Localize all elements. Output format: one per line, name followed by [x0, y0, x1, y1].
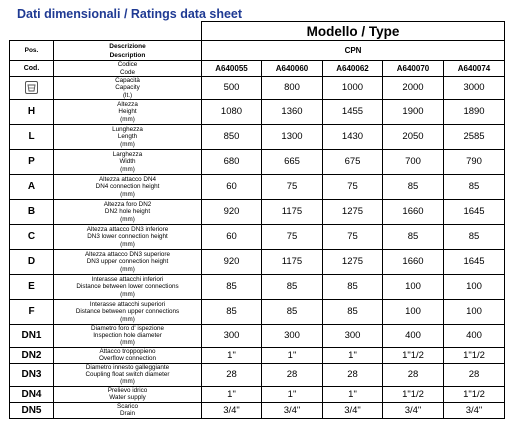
- product-code: A640062: [323, 61, 383, 77]
- product-code: A640055: [202, 61, 262, 77]
- description-line: (mm): [120, 115, 135, 123]
- product-code: A640060: [262, 61, 323, 77]
- description-line: (mm): [120, 290, 135, 298]
- description-line: Altezza: [117, 100, 138, 108]
- value-cell: 675: [323, 149, 383, 174]
- description-line: Altezza attacco DN3 superiore: [84, 250, 171, 258]
- value-cell: 28: [202, 363, 262, 386]
- description-line: DN3 lower connection height: [87, 233, 168, 241]
- table-row: [10, 224, 505, 249]
- row-description: [54, 274, 202, 299]
- position-label: [10, 77, 54, 100]
- value-cell: 920: [202, 199, 262, 224]
- value-cell: 85: [323, 274, 383, 299]
- position-label: E: [10, 274, 54, 299]
- value-cell: 1900: [383, 99, 444, 124]
- description-line: Capacity: [115, 84, 140, 92]
- table-row: [10, 77, 505, 100]
- code-description: [54, 61, 202, 77]
- description-line: Interasse attacchi superiori: [89, 300, 166, 308]
- header-blank-cell: [10, 22, 202, 41]
- table-row: [10, 363, 505, 386]
- value-cell: 1"1/2: [444, 347, 505, 363]
- position-label: DN2: [10, 347, 54, 363]
- value-cell: 1660: [383, 199, 444, 224]
- description-header-en: Description: [109, 51, 146, 59]
- value-cell: 85: [202, 299, 262, 324]
- table-row: [10, 99, 505, 124]
- description-line: Height: [118, 108, 137, 116]
- value-cell: 1360: [262, 99, 323, 124]
- pos-header: Pos.: [10, 41, 54, 61]
- position-label: B: [10, 199, 54, 224]
- value-cell: 75: [323, 174, 383, 199]
- value-cell: 85: [202, 274, 262, 299]
- value-cell: 85: [383, 224, 444, 249]
- value-cell: 1080: [202, 99, 262, 124]
- description-line: Larghezza: [112, 150, 143, 158]
- tank-capacity-icon: [25, 81, 38, 94]
- model-type-header: Modello / Type: [202, 22, 505, 41]
- position-label: F: [10, 299, 54, 324]
- row-description: [54, 124, 202, 149]
- series-header: CPN: [202, 41, 505, 61]
- description-line: Lunghezza: [112, 125, 143, 133]
- row-description: [54, 224, 202, 249]
- table-row: [10, 124, 505, 149]
- code-description-it: Codice: [117, 61, 138, 69]
- value-cell: 75: [262, 174, 323, 199]
- value-cell: 1300: [262, 124, 323, 149]
- value-cell: 300: [323, 324, 383, 347]
- value-cell: 100: [383, 274, 444, 299]
- value-cell: 300: [262, 324, 323, 347]
- position-label: D: [10, 249, 54, 274]
- value-cell: 1": [202, 386, 262, 402]
- description-line: (mm): [120, 215, 135, 223]
- value-cell: 75: [262, 224, 323, 249]
- row-description: [54, 149, 202, 174]
- row-description: [54, 174, 202, 199]
- value-cell: 1890: [444, 99, 505, 124]
- position-label: DN3: [10, 363, 54, 386]
- value-cell: 1645: [444, 249, 505, 274]
- value-cell: 1175: [262, 199, 323, 224]
- value-cell: 1660: [383, 249, 444, 274]
- description-line: Diametro innesto galleggiante: [85, 363, 170, 371]
- value-cell: 75: [323, 224, 383, 249]
- code-row: [10, 61, 505, 77]
- description-line: (mm): [120, 165, 135, 173]
- description-line: DN2 hole height: [104, 208, 151, 216]
- description-line: Coupling float switch diameter: [85, 371, 170, 379]
- value-cell: 3/4": [383, 402, 444, 418]
- value-cell: 500: [202, 77, 262, 100]
- description-line: (mm): [120, 190, 135, 198]
- description-line: Inspection hole diameter: [93, 332, 162, 340]
- description-line: (mm): [120, 265, 135, 273]
- table-row: [10, 149, 505, 174]
- table-row: [10, 386, 505, 402]
- value-cell: 1430: [323, 124, 383, 149]
- value-cell: 100: [444, 274, 505, 299]
- value-cell: 680: [202, 149, 262, 174]
- value-cell: 60: [202, 224, 262, 249]
- description-line: (mm): [120, 339, 135, 347]
- value-cell: 1": [262, 347, 323, 363]
- description-line: Attacco troppopieno: [99, 347, 156, 355]
- position-label: DN4: [10, 386, 54, 402]
- table-row: [10, 402, 505, 418]
- description-line: Length: [117, 133, 138, 141]
- description-line: Water supply: [109, 394, 146, 402]
- value-cell: 400: [383, 324, 444, 347]
- description-line: Prelievo idrico: [107, 386, 148, 394]
- value-cell: 1275: [323, 249, 383, 274]
- description-line: Altezza attacco DN4: [98, 175, 157, 183]
- row-description: [54, 347, 202, 363]
- description-line: (mm): [120, 240, 135, 248]
- value-cell: 85: [323, 299, 383, 324]
- value-cell: 300: [202, 324, 262, 347]
- value-cell: 1"1/2: [444, 386, 505, 402]
- value-cell: 2000: [383, 77, 444, 100]
- description-line: Capacità: [115, 77, 140, 84]
- description-line: (lt.): [122, 91, 133, 99]
- value-cell: 1275: [323, 199, 383, 224]
- value-cell: 665: [262, 149, 323, 174]
- position-label: H: [10, 99, 54, 124]
- position-label: P: [10, 149, 54, 174]
- row-description: [54, 386, 202, 402]
- value-cell: 1645: [444, 199, 505, 224]
- value-cell: 28: [383, 363, 444, 386]
- value-cell: 85: [444, 224, 505, 249]
- position-label: C: [10, 224, 54, 249]
- code-description-en: Code: [119, 68, 136, 76]
- value-cell: 2050: [383, 124, 444, 149]
- value-cell: 400: [444, 324, 505, 347]
- position-label: DN5: [10, 402, 54, 418]
- description-line: Interasse attacchi inferiori: [91, 275, 164, 283]
- description-line: (mm): [120, 378, 135, 386]
- row-description: [54, 77, 202, 100]
- table-row: [10, 249, 505, 274]
- value-cell: 1": [323, 347, 383, 363]
- description-line: Distance between lower connections: [76, 283, 179, 291]
- table-row: [10, 199, 505, 224]
- value-cell: 3000: [444, 77, 505, 100]
- description-line: Scarico: [117, 402, 138, 410]
- value-cell: 800: [262, 77, 323, 100]
- value-cell: 1": [323, 386, 383, 402]
- value-cell: 100: [383, 299, 444, 324]
- model-header-row: [10, 22, 505, 41]
- value-cell: 28: [444, 363, 505, 386]
- row-description: [54, 99, 202, 124]
- table-row: [10, 274, 505, 299]
- product-code: A640070: [383, 61, 444, 77]
- row-description: [54, 299, 202, 324]
- row-description: [54, 363, 202, 386]
- description-line: (mm): [120, 140, 135, 148]
- table-row: [10, 299, 505, 324]
- value-cell: 1": [202, 347, 262, 363]
- position-label: DN1: [10, 324, 54, 347]
- value-cell: 2585: [444, 124, 505, 149]
- description-line: Distance between upper connections: [75, 308, 180, 316]
- description-header-it: Descrizione: [109, 42, 146, 50]
- description-line: Drain: [119, 410, 136, 418]
- value-cell: 1"1/2: [383, 386, 444, 402]
- value-cell: 85: [262, 299, 323, 324]
- value-cell: 100: [444, 299, 505, 324]
- description-line: Diametro foro d' ispezione: [91, 324, 164, 332]
- description-line: (mm): [120, 315, 135, 323]
- position-label: A: [10, 174, 54, 199]
- value-cell: 1175: [262, 249, 323, 274]
- description-line: Altezza attacco DN3 inferiore: [86, 225, 169, 233]
- description-header: [54, 41, 202, 61]
- value-cell: 1"1/2: [383, 347, 444, 363]
- page-title: Dati dimensionali / Ratings data sheet: [17, 7, 243, 21]
- description-line: DN4 connection height: [95, 183, 160, 191]
- value-cell: 28: [262, 363, 323, 386]
- series-header-row: [10, 41, 505, 61]
- value-cell: 700: [383, 149, 444, 174]
- value-cell: 28: [323, 363, 383, 386]
- table-row: [10, 174, 505, 199]
- value-cell: 790: [444, 149, 505, 174]
- row-description: [54, 324, 202, 347]
- cod-label: Cod.: [10, 61, 54, 77]
- value-cell: 3/4": [202, 402, 262, 418]
- value-cell: 3/4": [262, 402, 323, 418]
- row-description: [54, 402, 202, 418]
- ratings-table: [9, 21, 505, 419]
- value-cell: 85: [262, 274, 323, 299]
- row-description: [54, 249, 202, 274]
- value-cell: 1": [262, 386, 323, 402]
- value-cell: 85: [444, 174, 505, 199]
- product-code: A640074: [444, 61, 505, 77]
- value-cell: 1000: [323, 77, 383, 100]
- description-line: Altezza foro DN2: [103, 200, 152, 208]
- row-description: [54, 199, 202, 224]
- description-line: Overflow connection: [98, 355, 157, 363]
- value-cell: 60: [202, 174, 262, 199]
- value-cell: 3/4": [444, 402, 505, 418]
- position-label: L: [10, 124, 54, 149]
- value-cell: 85: [383, 174, 444, 199]
- description-line: DN3 upper connection height: [86, 258, 169, 266]
- value-cell: 850: [202, 124, 262, 149]
- table-row: [10, 347, 505, 363]
- value-cell: 3/4": [323, 402, 383, 418]
- value-cell: 1455: [323, 99, 383, 124]
- value-cell: 920: [202, 249, 262, 274]
- description-line: Width: [119, 158, 136, 166]
- table-row: [10, 324, 505, 347]
